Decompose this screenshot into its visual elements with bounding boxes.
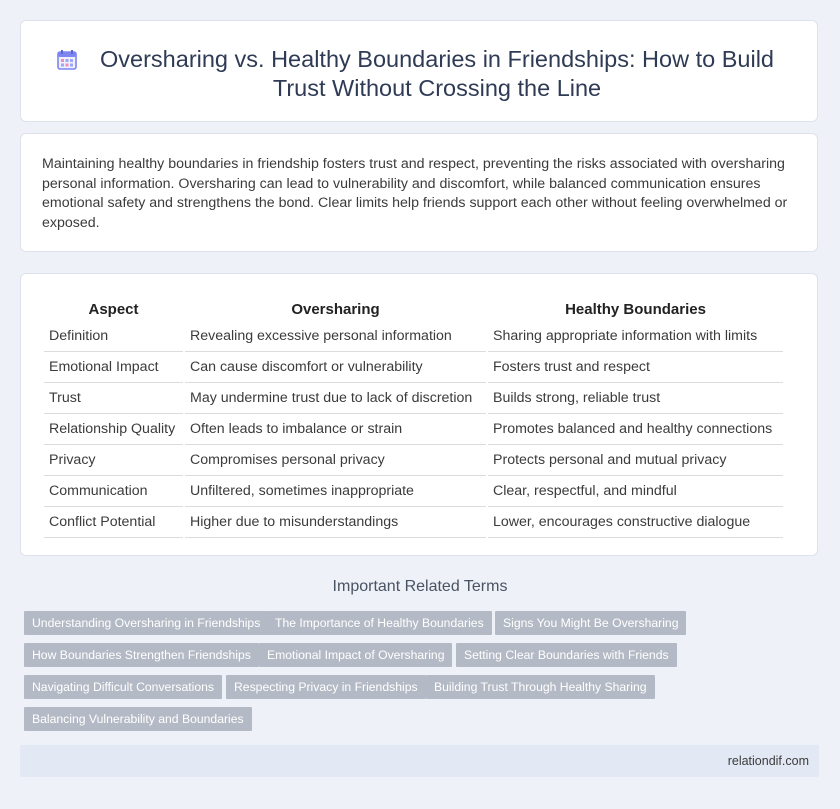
table-cell: Higher due to misunderstandings (185, 507, 486, 538)
related-term-tag[interactable]: Building Trust Through Healthy Sharing (426, 675, 655, 699)
title-text: Oversharing vs. Healthy Boundaries in Friendships: How to Build Trust Without Crossing the Line (100, 46, 774, 101)
site-link[interactable]: relationdif.com (727, 754, 809, 768)
calendar-icon (56, 49, 78, 71)
related-term-tag[interactable]: Emotional Impact of Oversharing (259, 643, 452, 667)
table-row (44, 507, 783, 538)
table-cell: Protects personal and mutual privacy (488, 445, 783, 476)
table-cell: Definition (44, 321, 183, 352)
table-cell: Privacy (44, 445, 183, 476)
comparison-table (42, 295, 785, 538)
table-row (44, 352, 783, 383)
related-terms-heading: Important Related Terms (332, 578, 508, 595)
table-row (44, 476, 783, 507)
footer-bar (20, 745, 819, 777)
related-term-tag[interactable]: Respecting Privacy in Friendships (226, 675, 426, 699)
table-cell: Sharing appropriate information with limits (488, 321, 783, 352)
table-cell: Can cause discomfort or vulnerability (185, 352, 486, 383)
page-title (21, 45, 817, 103)
table-cell: Lower, encourages constructive dialogue (488, 507, 783, 538)
related-term-tag[interactable]: Understanding Oversharing in Friendships (24, 611, 268, 635)
table-cell: Fosters trust and respect (488, 352, 783, 383)
table-cell: Relationship Quality (44, 414, 183, 445)
related-term-tag[interactable]: Navigating Difficult Conversations (24, 675, 222, 699)
table-row (44, 445, 783, 476)
column-header-oversharing: Oversharing (291, 300, 380, 318)
table-row (44, 414, 783, 445)
table-cell: Clear, respectful, and mindful (488, 476, 783, 507)
table-cell: Communication (44, 476, 183, 507)
related-term-tag[interactable]: The Importance of Healthy Boundaries (267, 611, 492, 635)
table-cell: Promotes balanced and healthy connections (488, 414, 783, 445)
table-cell: Unfiltered, sometimes inappropriate (185, 476, 486, 507)
table-row (44, 321, 783, 352)
summary-card (20, 133, 818, 252)
table-cell: Builds strong, reliable trust (488, 383, 783, 414)
table-row (44, 383, 783, 414)
related-term-tag[interactable]: Setting Clear Boundaries with Friends (456, 643, 677, 667)
related-term-tag[interactable]: Signs You Might Be Oversharing (495, 611, 686, 635)
related-term-tag[interactable]: How Boundaries Strengthen Friendships (24, 643, 259, 667)
table-cell: Emotional Impact (44, 352, 183, 383)
table-cell: Conflict Potential (44, 507, 183, 538)
column-header-healthy-boundaries: Healthy Boundaries (565, 300, 706, 318)
table-cell: Often leads to imbalance or strain (185, 414, 486, 445)
title-card (20, 20, 818, 122)
table-cell: Revealing excessive personal information (185, 321, 486, 352)
comparison-card (20, 273, 818, 556)
column-header-aspect: Aspect (88, 300, 139, 318)
table-cell: May undermine trust due to lack of discretion (185, 383, 486, 414)
table-cell: Trust (44, 383, 183, 414)
table-cell: Compromises personal privacy (185, 445, 486, 476)
summary-paragraph: Maintaining healthy boundaries in friendship fosters trust and respect, preventing the risks associated with oversharing personal information. Oversharing can lead to vulnerability and discomfort, while balanced communication ensures emotional safety and strengthens the bond. Clear limits help friends support each other without feeling overwhelmed or exposed. (42, 156, 788, 231)
table-header-row (44, 295, 783, 321)
related-term-tag[interactable]: Balancing Vulnerability and Boundaries (24, 707, 252, 731)
